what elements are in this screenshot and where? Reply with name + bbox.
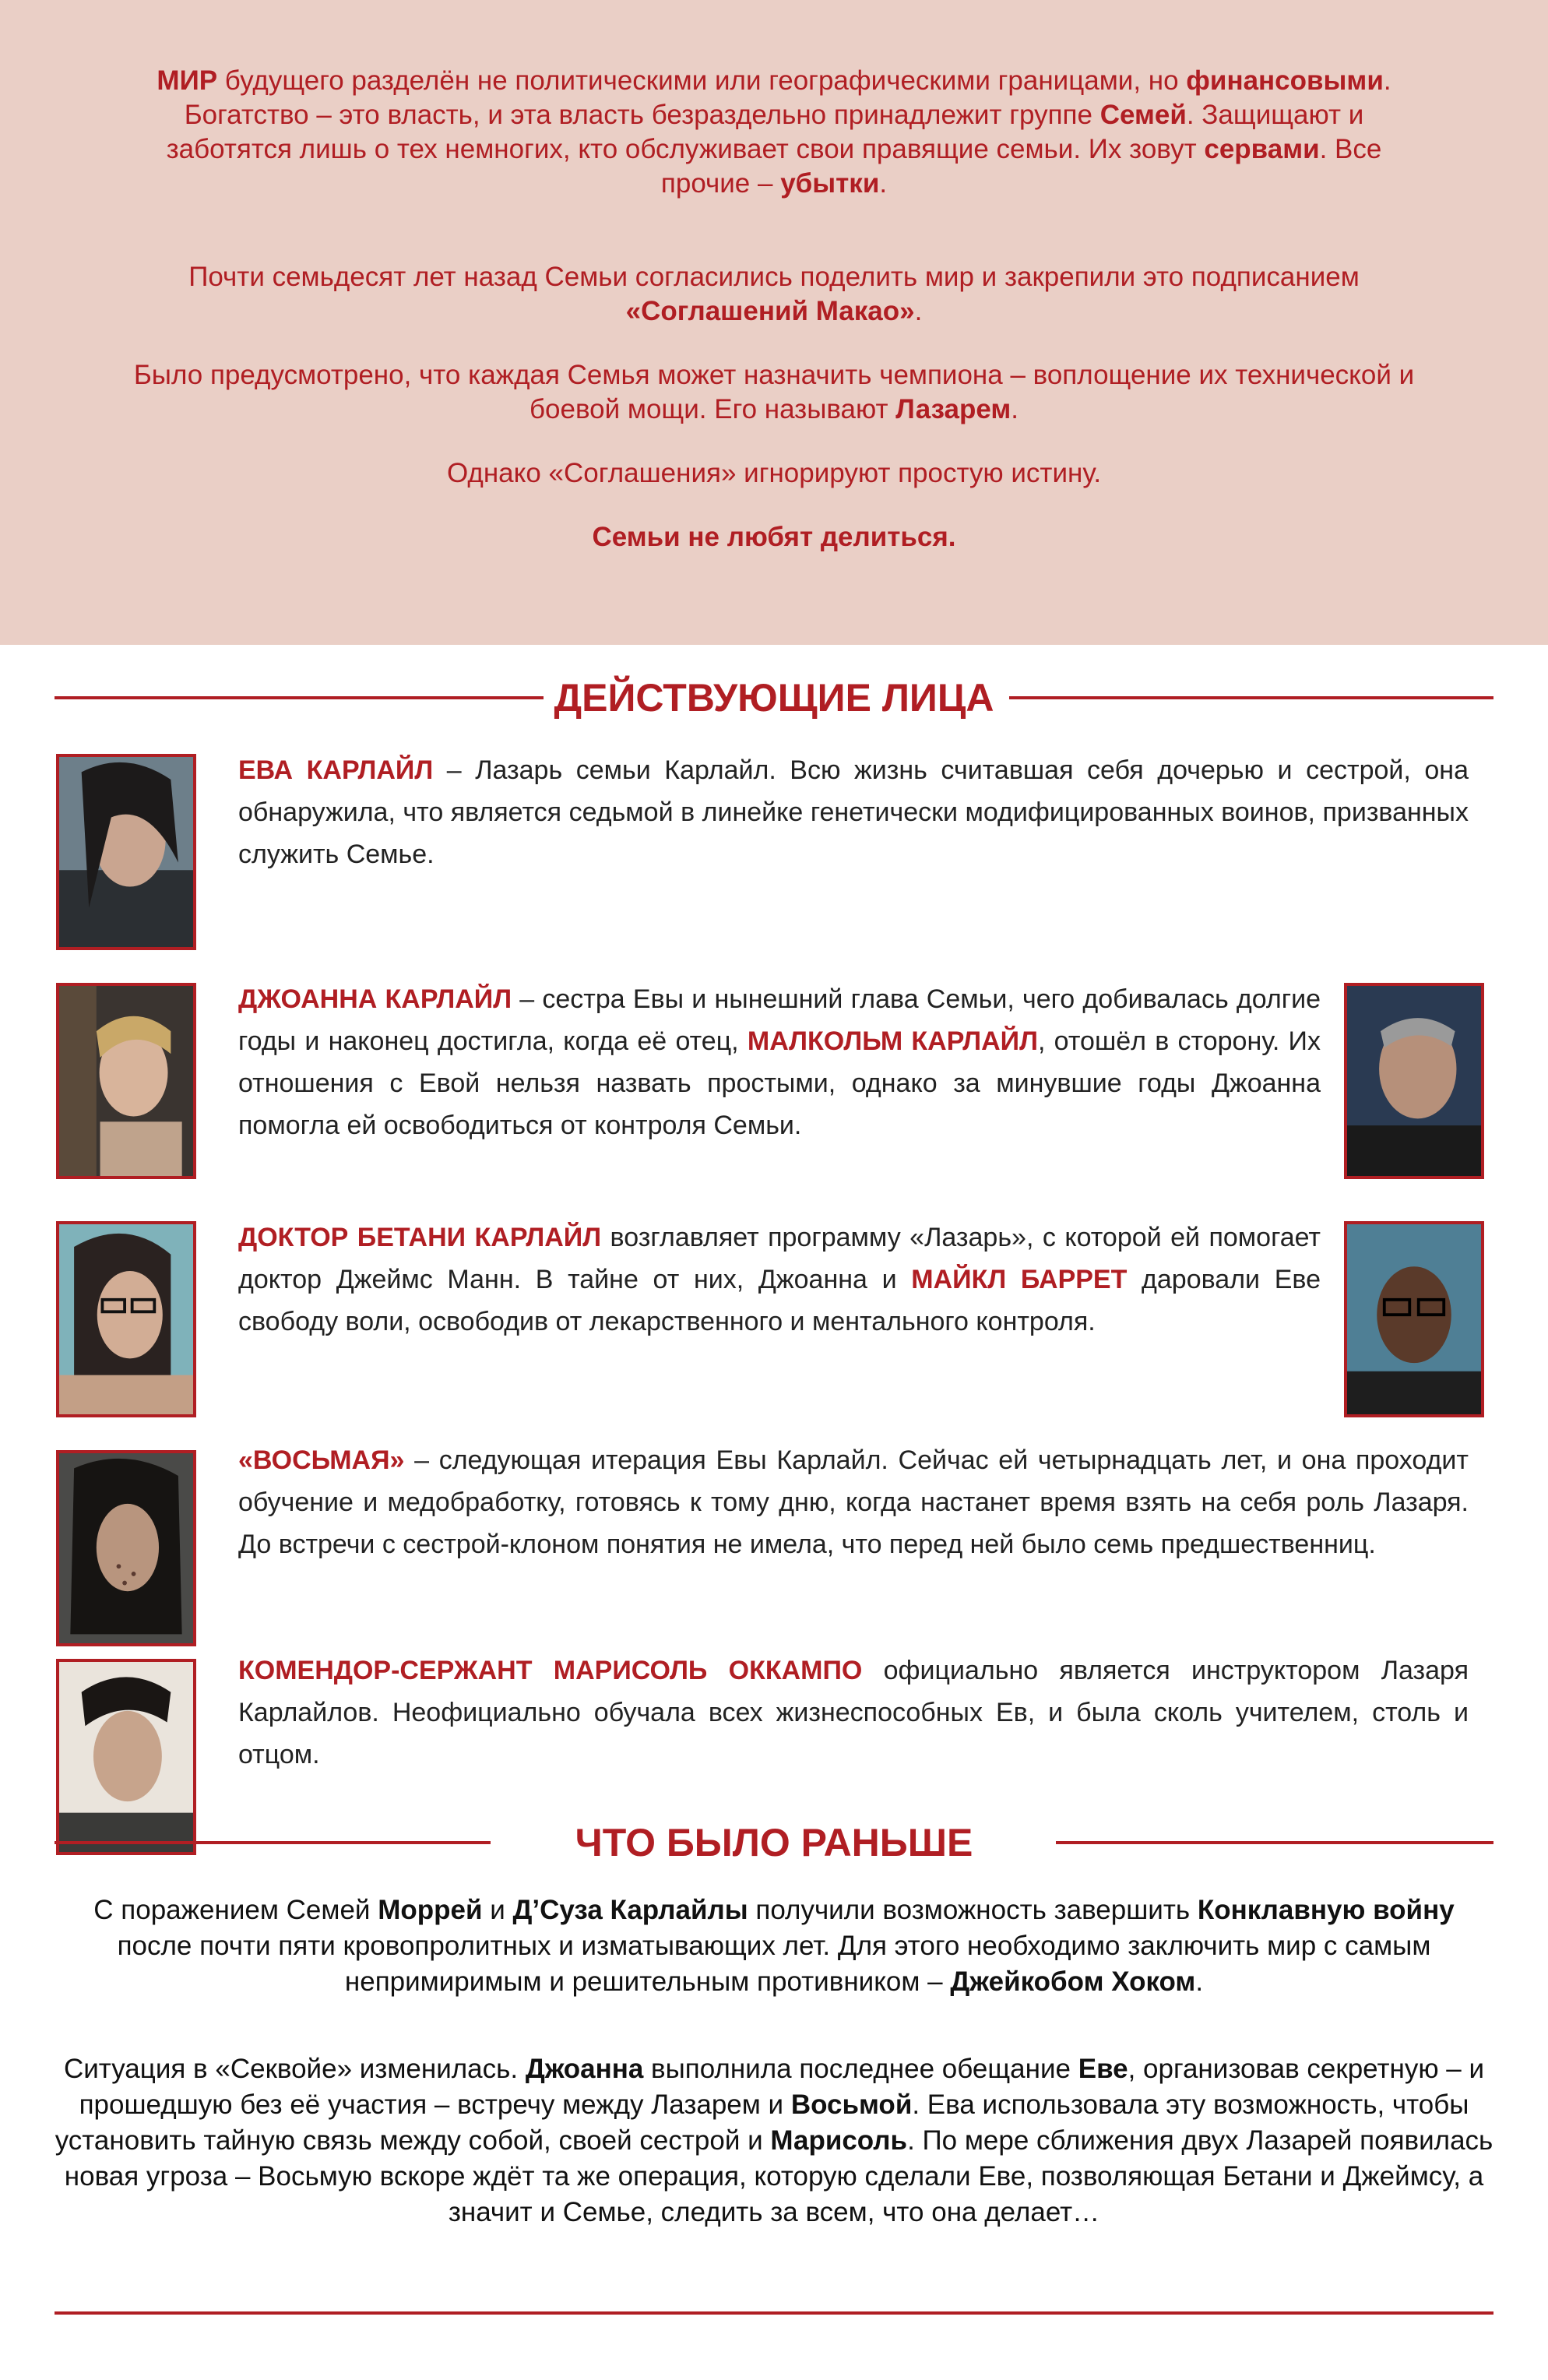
character-name: «ВОСЬМАЯ» <box>238 1445 405 1475</box>
emphasis-text: Марисоль <box>770 2125 908 2156</box>
eight-portrait <box>56 1450 196 1646</box>
body-text: получили возможность завершить <box>748 1895 1198 1925</box>
intro-panel <box>0 0 1548 645</box>
body-text: , организовав секретную – и прошедшую без её участия – встречу между Лазарем и <box>79 2054 1485 2120</box>
body-text: даровали Еве свободу воли, освободив от лекарственного и ментального контроля. <box>238 1265 1321 1336</box>
johanna-portrait <box>56 983 196 1179</box>
emphasis-text: Лазарем <box>895 394 1011 424</box>
body-text: Было предусмотрено, что каждая Семья может назначить чемпиона – воплощение их технической и боевой мощи. Его называют <box>133 360 1415 424</box>
emphasis-text: «Соглашений Макао» <box>625 296 915 326</box>
eve-portrait <box>56 754 196 950</box>
recap-paragraph-2 <box>55 2051 1493 2230</box>
previously-heading <box>0 1819 1548 1866</box>
body-text: . Все прочие – <box>660 134 1382 199</box>
emphasis-text: убытки <box>780 168 880 199</box>
char-eve <box>238 749 1469 875</box>
emphasis-text: Д’Суза Карлайлы <box>512 1895 748 1925</box>
character-name: КОМЕНДОР-СЕРЖАНТ МАРИСОЛЬ ОККАМПО <box>238 1656 863 1685</box>
body-text: Ситуация в «Секвойе» изменилась. <box>63 2054 526 2084</box>
emphasis-text: Еве <box>1078 2054 1128 2084</box>
body-text: Почти семьдесят лет назад Семьи согласились поделить мир и закрепили это подписанием <box>188 262 1360 292</box>
emphasis-text: финансовыми <box>1186 65 1384 96</box>
emphasis-text: сервами <box>1204 134 1320 164</box>
divider-right <box>1056 1841 1493 1844</box>
divider-right <box>1009 696 1493 699</box>
char-marisol <box>238 1649 1469 1776</box>
character-name: ДОКТОР БЕТАНИ КАРЛАЙЛ <box>238 1223 602 1252</box>
cast-heading-title: ДЕЙСТВУЮЩИЕ ЛИЦА <box>554 676 994 720</box>
bottom-divider <box>55 2311 1493 2315</box>
body-text: официально является инструктором Лазаря Карлайлов. Неофициально обучала всех жизнеспособных Ев, и была сколь учителем, столь и отцом. <box>238 1656 1469 1769</box>
emphasis-text: Семьи не любят делиться. <box>592 522 956 552</box>
body-text: . Ева использовала эту возможность, чтобы установить тайную связь между собой, своей сестрой и <box>55 2090 1469 2156</box>
character-name: МАЙКЛ БАРРЕТ <box>911 1265 1128 1294</box>
recap-paragraph-1 <box>55 1892 1493 2000</box>
char-bethany <box>238 1216 1321 1343</box>
body-text: и <box>482 1895 513 1925</box>
previously-heading-title: ЧТО БЫЛО РАНЬШЕ <box>575 1821 973 1864</box>
emphasis-text: Конклавную войну <box>1197 1895 1455 1925</box>
body-text: выполнила последнее обещание <box>643 2054 1078 2084</box>
character-name: ДЖОАННА КАРЛАЙЛ <box>238 984 512 1014</box>
char-eight <box>238 1439 1469 1565</box>
intro-paragraph-3 <box>125 358 1423 427</box>
emphasis-text: Восьмой <box>790 2090 913 2120</box>
character-name: ЕВА КАРЛАЙЛ <box>238 755 434 785</box>
intro-paragraph-5 <box>125 520 1423 555</box>
body-text: после почти пяти кровопролитных и изматывающих лет. Для этого необходимо заключить мир с самым непримиримым и решительным противником – <box>117 1931 1431 1997</box>
intro-paragraph-2 <box>125 260 1423 329</box>
body-text: С поражением Семей <box>93 1895 378 1925</box>
body-text: . <box>1011 394 1019 424</box>
body-text: . <box>1195 1966 1204 1997</box>
body-text: . <box>914 296 923 326</box>
bethany-portrait <box>56 1221 196 1417</box>
emphasis-text: Джоанна <box>525 2054 644 2084</box>
emphasis-text: Джейкобом Хоком <box>950 1966 1196 1997</box>
body-text: будущего разделён не политическими или географическими границами, но <box>217 65 1187 96</box>
emphasis-text: МИР <box>157 65 218 96</box>
body-text: . Богатство – это власть, и эта власть безраздельно принадлежит группе <box>184 65 1391 130</box>
emphasis-text: Моррей <box>378 1895 483 1925</box>
body-text: , отошёл в сторону. Их отношения с Евой нельзя назвать простыми, однако за минувшие годы Джоанна помогла ей освободиться от контроля Семьи. <box>238 1026 1321 1140</box>
body-text: . <box>879 168 888 199</box>
body-text: . По мере сближения двух Лазарей появилась новая угроза – Восьмую вскоре ждёт та же операция, которую сделали Еве, позволяющая Бетани и Джеймсу, а значит и Семье, следить за всем, что она делает… <box>64 2125 1493 2227</box>
body-text: – Лазарь семьи Карлайл. Всю жизнь считавшая себя дочерью и сестрой, она обнаружила, что является седьмой в линейке генетически модифицированных воинов, призванных служить Семье. <box>238 755 1469 869</box>
body-text: . Защищают и заботятся лишь о тех немногих, кто обслуживает свои правящие семьи. Их зовут <box>166 100 1364 164</box>
intro-paragraph-1 <box>125 64 1423 201</box>
character-name: МАЛКОЛЬМ КАРЛАЙЛ <box>747 1026 1038 1056</box>
emphasis-text: Семей <box>1099 100 1187 130</box>
char-johanna <box>238 978 1321 1146</box>
body-text: возглавляет программу «Лазарь», с которой ей помогает доктор Джеймс Манн. В тайне от них, Джоанна и <box>238 1223 1321 1294</box>
malcolm-portrait <box>1344 983 1484 1179</box>
body-text: – следующая итерация Евы Карлайл. Сейчас ей четырнадцать лет, и она проходит обучение и медобработку, готовясь к тому дню, когда настанет время взять на себя роль Лазаря. До встречи с сестрой-клоном понятия не имела, что перед ней было семь предшественниц. <box>238 1445 1469 1559</box>
michael-portrait <box>1344 1221 1484 1417</box>
cast-heading <box>0 674 1548 721</box>
body-text: Однако «Соглашения» игнорируют простую истину. <box>446 458 1102 488</box>
body-text: – сестра Евы и нынешний глава Семьи, чего добивалась долгие годы и наконец достигла, когда её отец, <box>238 984 1321 1056</box>
intro-paragraph-4 <box>125 456 1423 491</box>
